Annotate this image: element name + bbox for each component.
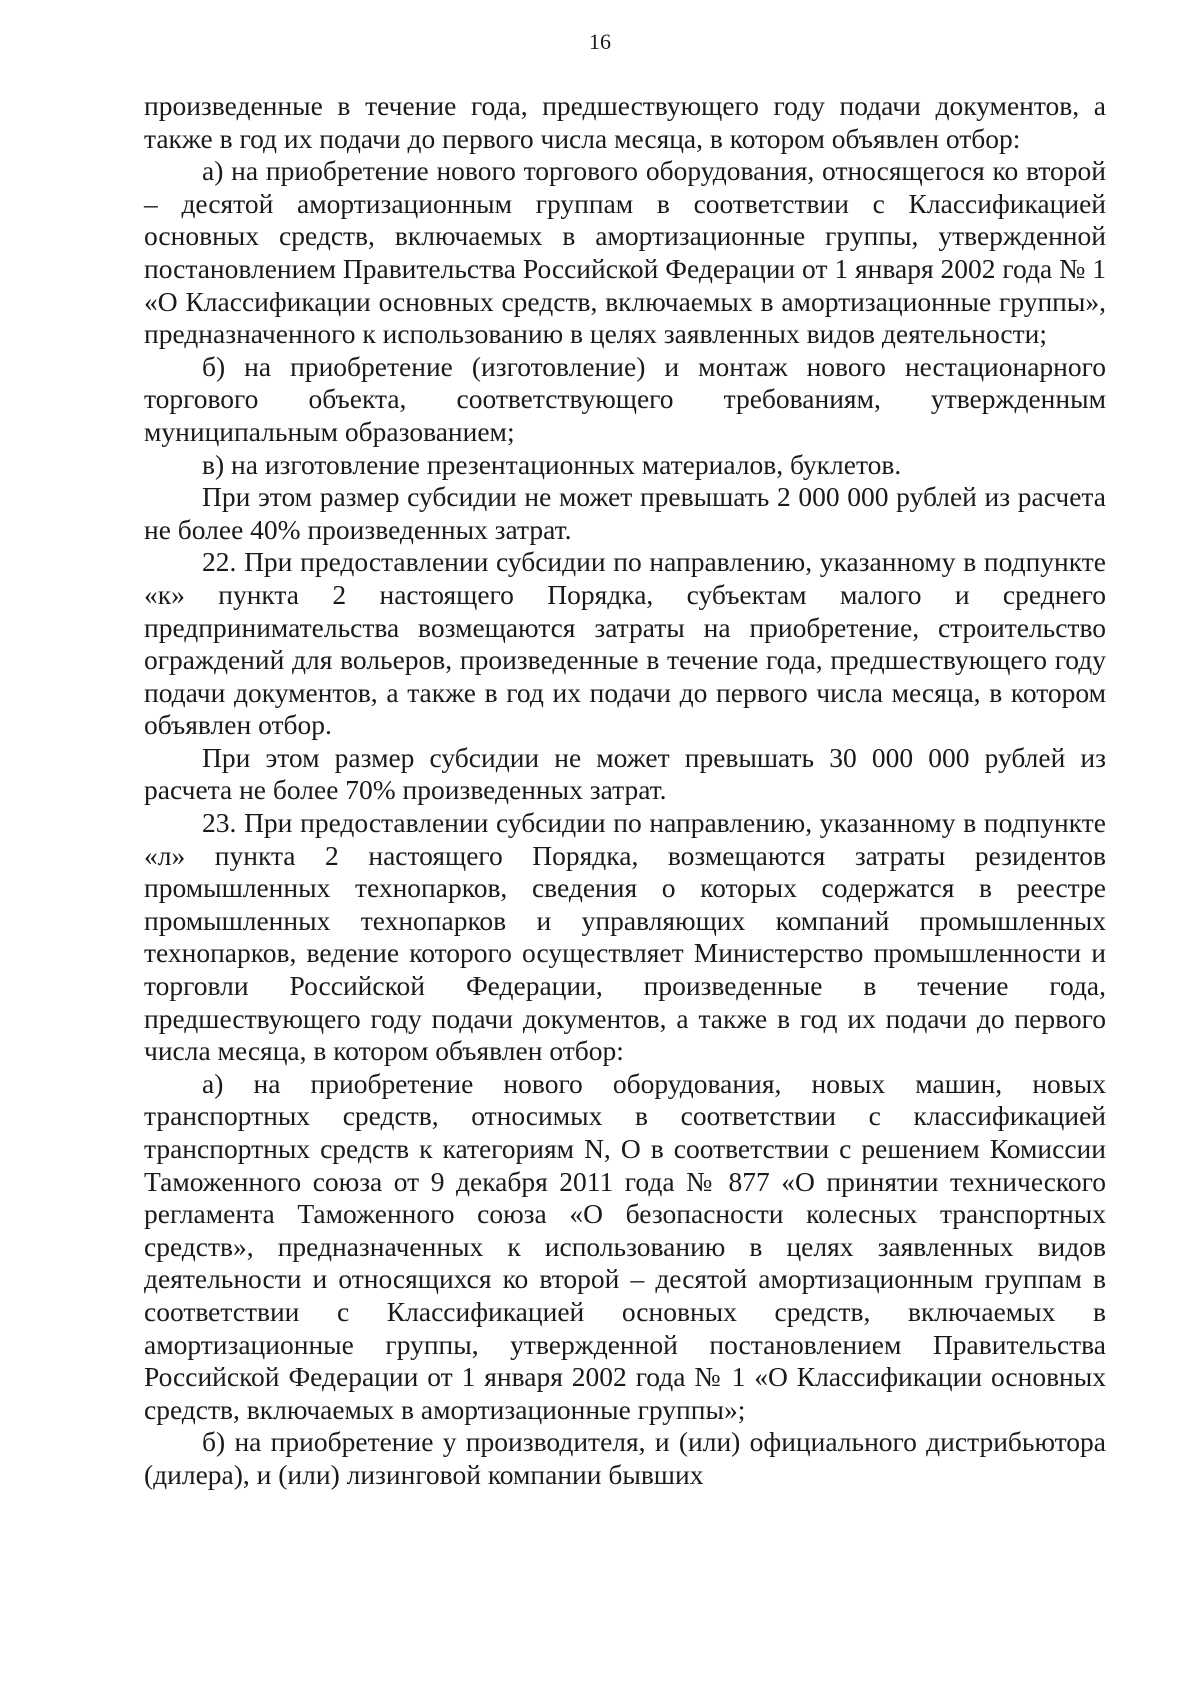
paragraph: При этом размер субсидии не может превышать 2 000 000 рублей из расчета не более 40% произведенных затрат. bbox=[144, 481, 1106, 545]
paragraph: б) на приобретение у производителя, и (или) официального дистрибьютора (дилера), и (или) лизинговой компании бывших bbox=[144, 1426, 1106, 1490]
document-body bbox=[144, 90, 1106, 1492]
paragraph: в) на изготовление презентационных материалов, буклетов. bbox=[202, 448, 902, 480]
paragraph: произведенные в течение года, предшествующего году подачи документов, а также в год их подачи до первого числа месяца, в котором объявлен отбор: bbox=[144, 90, 1106, 154]
paragraph: 22. При предоставлении субсидии по направлению, указанному в подпункте «к» пункта 2 настоящего Порядка, субъектам малого и среднего предпринимательства возмещаются затраты на приобретение, строительство ограждений для вольеров, произведенные в течение года, предшествующего году подачи документов, а также в год их подачи до первого числа месяца, в котором объявлен отбор. bbox=[144, 546, 1106, 741]
paragraph: При этом размер субсидии не может превышать 30 000 000 рублей из расчета не более 70% произведенных затрат. bbox=[144, 741, 1106, 806]
page-number: 16 bbox=[589, 29, 611, 54]
paragraph: 23. При предоставлении субсидии по направлению, указанному в подпункте «л» пункта 2 настоящего Порядка, возмещаются затраты резидентов промышленных технопарков, сведения о которых содержатся в реестре промышленных технопарков и управляющих компаний промышленных технопарков, ведение которого осуществляет Министерство промышленности и торговли Российской Федерации, произведенные в течение года, предшествующего году подачи документов, а также в год их подачи до первого числа месяца, в котором объявлен отбор: bbox=[144, 807, 1106, 1067]
paragraph: а) на приобретение нового оборудования, новых машин, новых транспортных средств, относимых в соответствии с классификацией транспортных средств к категориям N, O в соответствии с решением Комиссии Таможенного союза от 9 декабря 2011 года № 877 «О принятии технического регламента Таможенного союза «О безопасности колесных транспортных средств», предназначенных к использованию в целях заявленных видов деятельности и относящихся ко второй – десятой амортизационным группам в соответствии с Классификацией основных средств, включаемых в амортизационные группы, утвержденной постановлением Правительства Российской Федерации от 1 января 2002 года № 1 «О Классификации основных средств, включаемых в амортизационные группы»; bbox=[144, 1067, 1106, 1425]
paragraph: б) на приобретение (изготовление) и монтаж нового нестационарного торгового объекта, соответствующего требованиям, утвержденным муниципальным образованием; bbox=[144, 350, 1106, 447]
paragraph: а) на приобретение нового торгового оборудования, относящегося ко второй – десятой амортизационным группам в соответствии с Классификацией основных средств, включаемых в амортизационные группы, утвержденной постановлением Правительства Российской Федерации от 1 января 2002 года № 1 «О Классификации основных средств, включаемых в амортизационные группы», предназначенного к использованию в целях заявленных видов деятельности; bbox=[144, 155, 1106, 350]
